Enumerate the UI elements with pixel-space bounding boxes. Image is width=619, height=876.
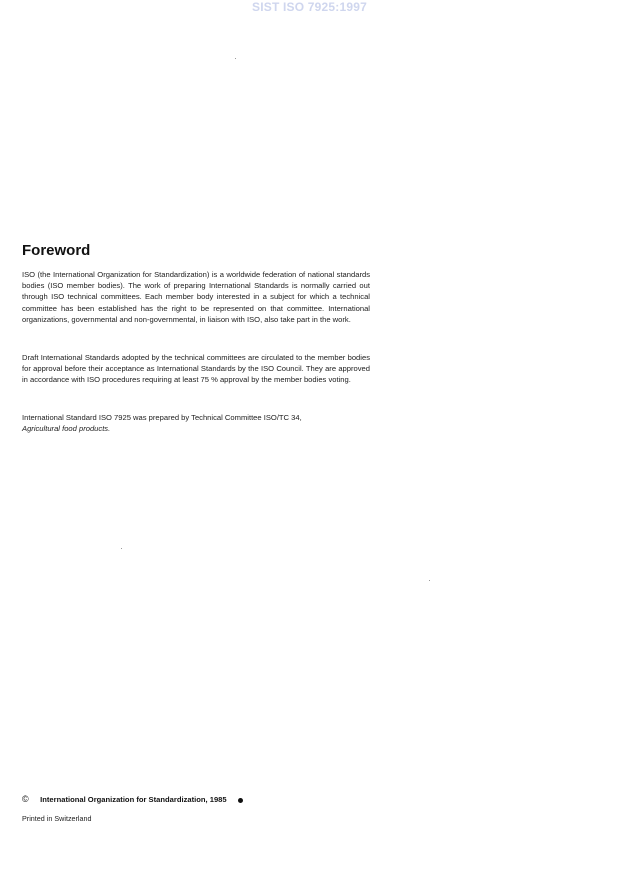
- standard-preparation-text: International Standard ISO 7925 was prepared by Technical Committee ISO/TC 34,: [22, 413, 302, 422]
- scan-speck: [121, 548, 122, 549]
- scan-speck: [235, 58, 236, 59]
- copyright-symbol: ©: [22, 794, 29, 804]
- bullet-icon: [238, 798, 243, 803]
- document-watermark: SIST ISO 7925:1997: [252, 0, 367, 14]
- scan-speck: [429, 580, 430, 581]
- copyright-text: International Organization for Standardization, 1985: [40, 795, 227, 804]
- foreword-title: Foreword: [22, 242, 91, 259]
- copyright-line: [22, 794, 243, 804]
- printed-location: Printed in Switzerland: [22, 814, 92, 823]
- foreword-paragraph: [22, 412, 370, 434]
- foreword-paragraph: Draft International Standards adopted by the technical committees are circulated to the member bodies for approval before their acceptance as International Standards by the ISO Council. They are approved in accordance with ISO procedures requiring at least 75 % approval by the member bodies voting.: [22, 353, 370, 385]
- committee-title: Agricultural food products.: [22, 424, 111, 434]
- foreword-paragraph: ISO (the International Organization for Standardization) is a worldwide federation of national standards bodies (ISO member bodies). The work of preparing International Standards is normally carried out through ISO technical committees. Each member body interested in a subject for which a technical committee has been established has the right to be represented on that committee. International organizations, governmental and non-governmental, in liaison with ISO, also take part in the work.: [22, 270, 370, 324]
